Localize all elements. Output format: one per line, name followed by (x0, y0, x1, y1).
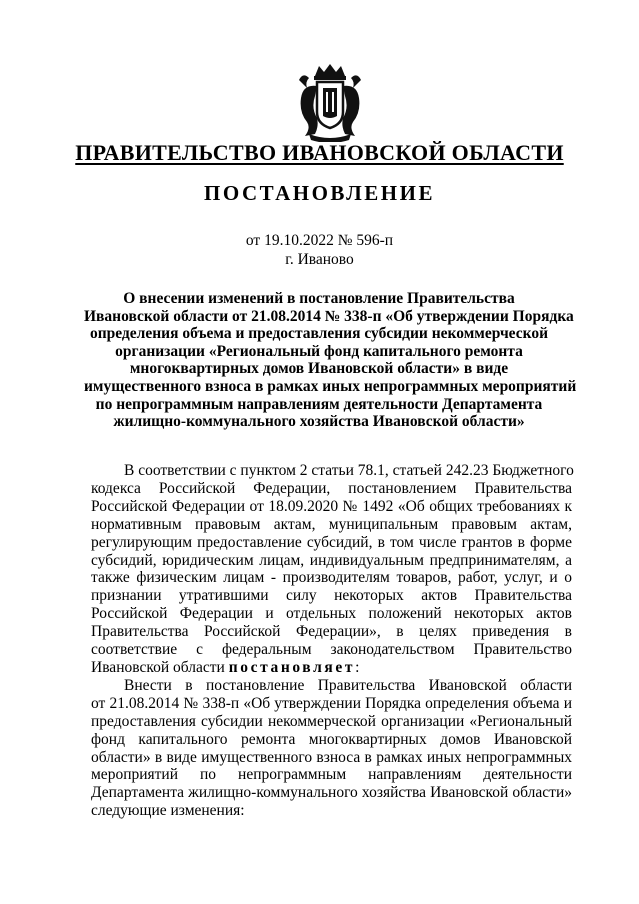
coat-of-arms-icon (293, 62, 367, 142)
body-line: от 21.08.2014 № 338-п «Об утверждении Порядка определения объема и (91, 694, 572, 712)
body-line: мероприятий по непрограммным направлениям деятельности (91, 766, 572, 784)
body-line: регулирующим предоставление субсидий, в том числе грантов в форме (91, 533, 572, 551)
body-line: фонд капитального ремонта многоквартирных домов Ивановской (91, 730, 572, 748)
body-line: Российской Федерации и отдельных положений некоторых актов (91, 605, 572, 623)
body-line: предоставления субсидии некоммерческой организации «Региональный (91, 712, 572, 730)
document-type: ПОСТАНОВЛЕНИЕ (204, 181, 435, 205)
body-line: области» в виде имущественного взноса в рамках иных непрограммных (91, 748, 572, 766)
subject-line: жилищно-коммунального хозяйства Ивановской области» (113, 413, 525, 431)
city: г. Иваново (285, 251, 354, 268)
body-line: Внести в постановление Правительства Ивановской области (124, 676, 572, 694)
subject-line: по непрограммным направлениям деятельности Департамента (95, 395, 543, 413)
subject-line: О внесении изменений в постановление Правительства (123, 290, 515, 307)
document-body (91, 462, 572, 820)
body-line: Российской Федерации от 18.09.2020 № 1492 «Об общих требованиях к (91, 497, 572, 515)
paragraph-amendment (91, 677, 572, 820)
subject-line: Ивановской области от 21.08.2014 № 338-п «Об утверждении Порядка (84, 307, 574, 325)
body-line: нормативным правовым актам, муниципальным правовым актам, (91, 515, 572, 533)
body-line: субсидий, юридическим лицам, индивидуальным предпринимателям, а (91, 551, 572, 569)
paragraph-preamble (91, 462, 572, 677)
body-line: соответствие с федеральным законодательством Правительство (91, 641, 572, 659)
body-line: Правительства Российской Федерации», в целях приведения в (91, 623, 572, 641)
subject-line: организации «Региональный фонд капитального ремонта (115, 342, 523, 360)
body-line: следующие изменения: (91, 802, 245, 820)
body-line-resolves (91, 659, 572, 677)
body-line: признании утратившими силу некоторых актов Правительства (91, 587, 572, 605)
document-subject (84, 290, 577, 431)
subject-line: определения объема и предоставления субсидии некоммерческой (89, 325, 549, 343)
body-line: Департамента жилищно-коммунального хозяйства Ивановской области» (91, 784, 572, 802)
resolves-word: постановляет (228, 658, 356, 676)
subject-line: многоквартирных домов Ивановской области» в виде (129, 360, 509, 378)
subject-line: имущественного взноса в рамках иных непрограммных мероприятий (84, 377, 577, 395)
body-line: В соответствии с пунктом 2 статьи 78.1, статьей 242.23 Бюджетного (124, 462, 574, 479)
date-number: от 19.10.2022 № 596-п (245, 232, 394, 249)
body-line: кодекса Российской Федерации, постановлением Правительства (91, 479, 572, 497)
body-line: также физическим лицам - производителям товаров, работ, услуг, и о (91, 569, 572, 587)
government-title: ПРАВИТЕЛЬСТВО ИВАНОВСКОЙ ОБЛАСТИ (75, 140, 564, 165)
resolves-prefix: Ивановской области (91, 658, 229, 676)
resolves-suffix: : (355, 658, 360, 676)
